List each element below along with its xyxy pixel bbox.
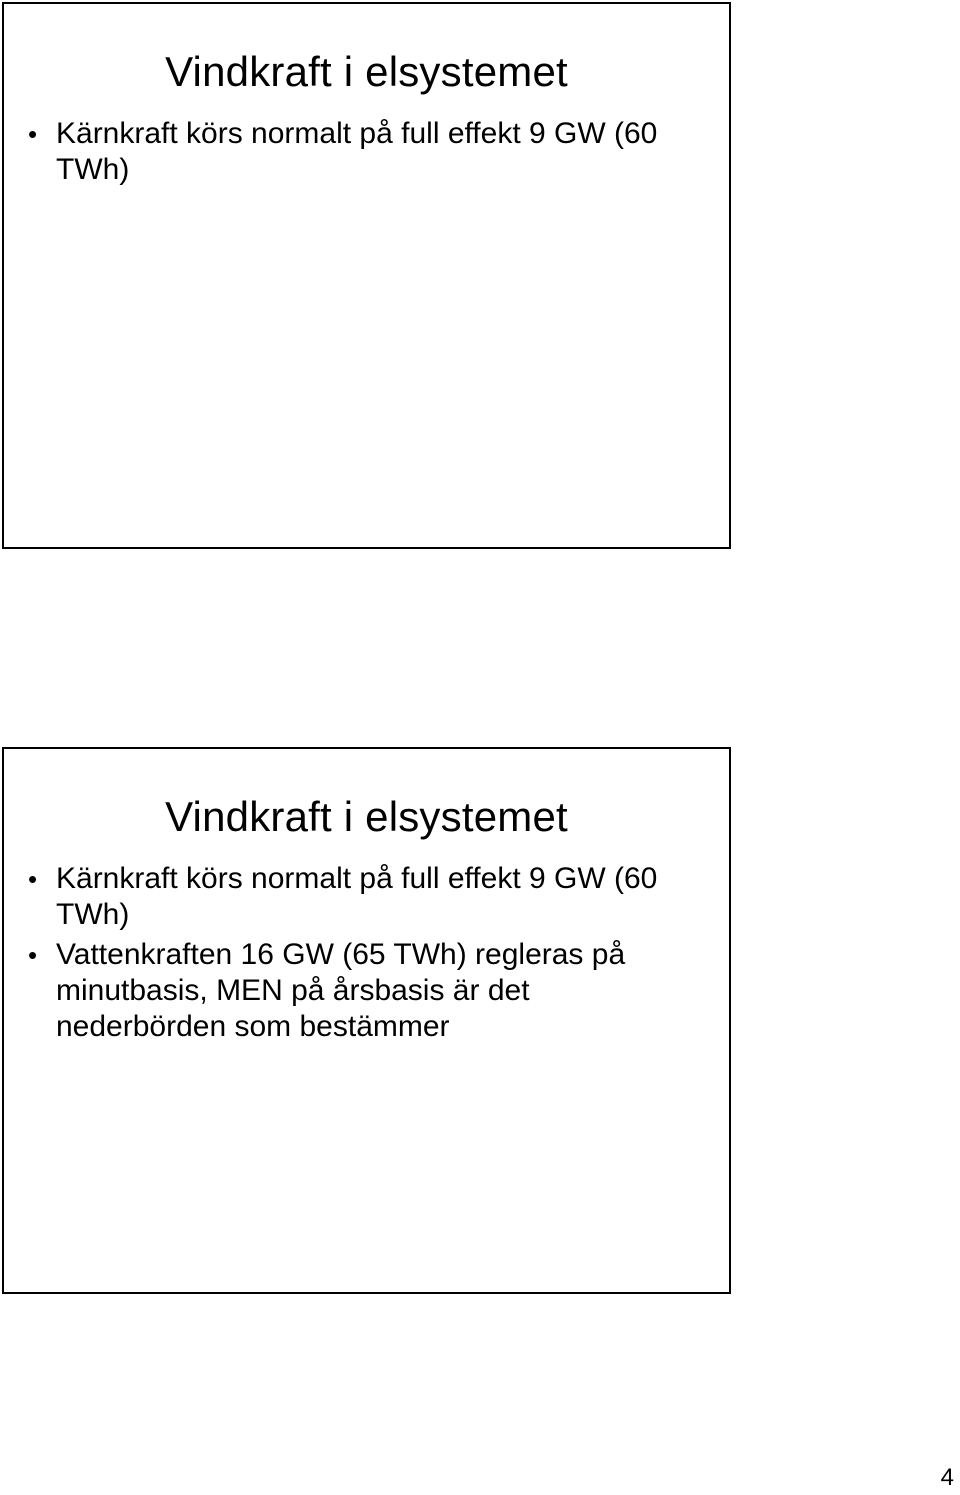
bullet-icon: • bbox=[28, 940, 38, 970]
bullet-item bbox=[28, 116, 689, 188]
bullet-text: Kärnkraft körs normalt på full effekt 9 GW (60 TWh) bbox=[56, 117, 658, 186]
slide-2 bbox=[2, 747, 731, 1294]
bullet-text: Kärnkraft körs normalt på full effekt 9 GW (60 TWh) bbox=[56, 862, 658, 931]
bullet-icon: • bbox=[28, 864, 38, 894]
bullet-text: Vattenkraften 16 GW (65 TWh) regleras på minutbasis, MEN på årsbasis är det nederbörden som bestämmer bbox=[56, 938, 626, 1043]
slide-1 bbox=[2, 2, 731, 549]
page-number: 4 bbox=[940, 1464, 954, 1491]
bullet-list bbox=[28, 116, 689, 192]
bullet-item bbox=[28, 861, 689, 933]
bullet-list bbox=[28, 861, 689, 1049]
slide-title: Vindkraft i elsystemet bbox=[165, 48, 568, 95]
bullet-icon: • bbox=[28, 119, 38, 149]
slide-title: Vindkraft i elsystemet bbox=[165, 793, 568, 840]
bullet-item bbox=[28, 937, 689, 1045]
